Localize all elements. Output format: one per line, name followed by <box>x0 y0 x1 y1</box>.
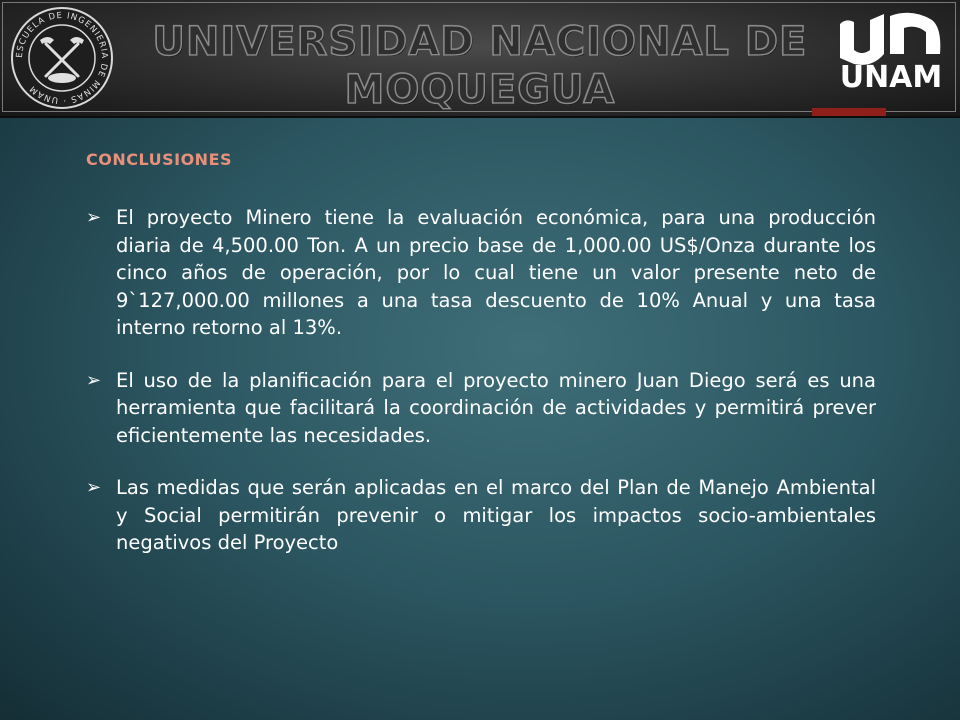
accent-tab <box>812 108 886 116</box>
university-seal-icon <box>10 6 114 110</box>
list-item <box>86 367 876 450</box>
slide-header <box>0 0 960 118</box>
unam-logo-text: UNAM <box>839 60 943 95</box>
arrow-bullet-icon: ➢ <box>86 207 102 228</box>
arrow-bullet-icon: ➢ <box>86 369 102 391</box>
conclusions-list <box>86 204 876 582</box>
list-item <box>86 204 876 342</box>
seal-text: ESCUELA DE INGENIERIA DE MINAS · UNAM <box>14 10 110 106</box>
university-title-line1: UNIVERSIDAD NACIONAL DE <box>152 19 808 65</box>
list-item <box>86 474 876 557</box>
bullet-text: Las medidas que serán aplicadas en el marco del Plan de Manejo Ambiental y Social permitirán prevenir o mitigar los impactos socio-ambientales negativos del Proyecto <box>116 476 876 554</box>
bullet-text: El uso de la planificación para el proyecto minero Juan Diego será es una herramienta que facilitará la coordinación de actividades y permitirá prever eficientemente las necesidades. <box>116 368 876 447</box>
university-title <box>150 18 810 114</box>
bullet-text: El proyecto Minero tiene la evaluación económica, para una producción diaria de 4,500.00 Ton. A un precio base de 1,000.00 US$/Onza durante los cinco años de operación, por lo cual tiene un valor presente neto de 9`127,000.00 millones a una tasa descuento de 10% Anual y una tasa interno retorno al 13%. <box>116 206 876 339</box>
section-heading: CONCLUSIONES <box>86 150 233 169</box>
arrow-bullet-icon: ➢ <box>86 477 102 498</box>
university-title-line2: MOQUEGUA <box>344 67 616 113</box>
